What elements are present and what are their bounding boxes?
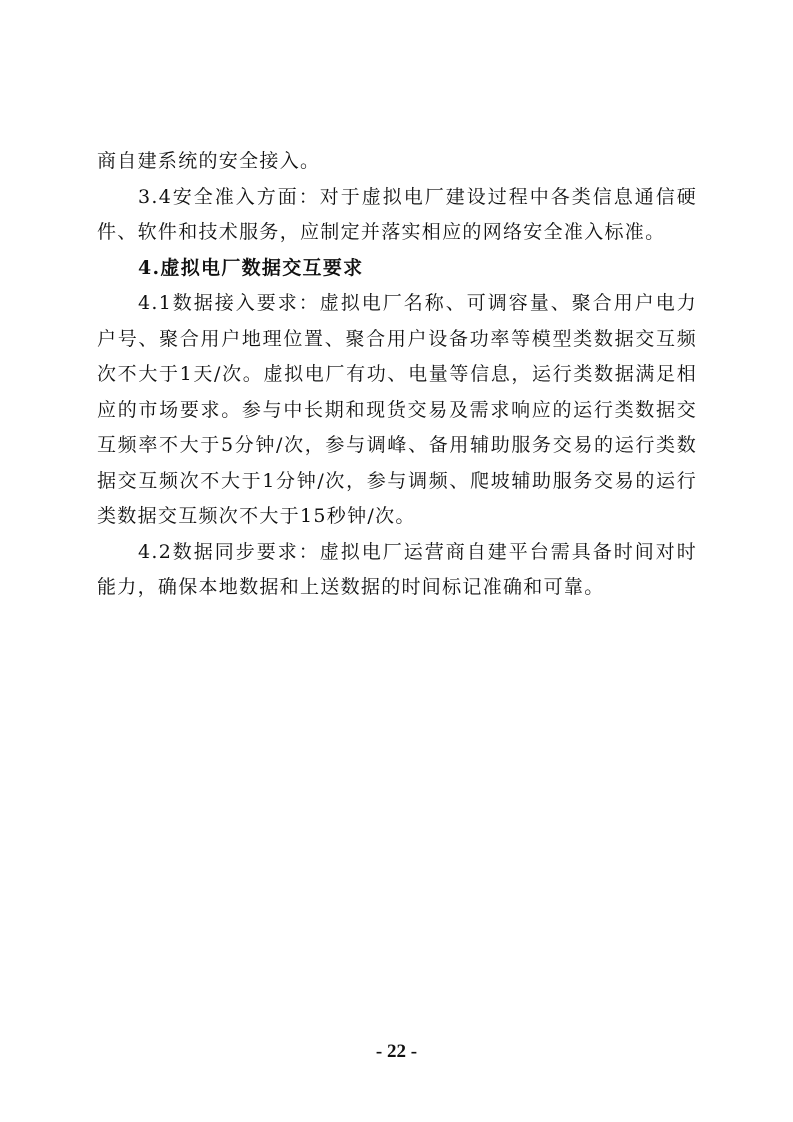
section-heading-data-interaction: 4.虚拟电厂数据交互要求 [138,256,364,279]
paragraph-data-access: 4.1数据接入要求：虚拟电厂名称、可调容量、聚合用户电力户号、聚合用户地理位置、聚合用户设备功率等模型类数据交互频次不大于1天/次。虚拟电厂有功、电量等信息，运行类数据满足相应的市场要求。参与中长期和现货交易及需求响应的运行类数据交互频率不大于5分钟/次，参与调峰、备用辅助服务交易的运行类数据交互频次不大于1分钟/次，参与调频、爬坡辅助服务交易的运行类数据交互频次不大于15秒钟/次。 [97,292,697,527]
paragraph-continuation: 商自建系统的安全接入。 [97,150,321,172]
page-number: - 22 - [375,1041,418,1062]
paragraph-data-sync: 4.2数据同步要求：虚拟电厂运营商自建平台需具备时间对时能力，确保本地数据和上送数据的时间标记准确和可靠。 [97,540,697,598]
paragraph-security-access: 3.4安全准入方面：对于虚拟电厂建设过程中各类信息通信硬件、软件和技术服务，应制定并落实相应的网络安全准入标准。 [97,185,697,243]
body-text [97,144,697,606]
